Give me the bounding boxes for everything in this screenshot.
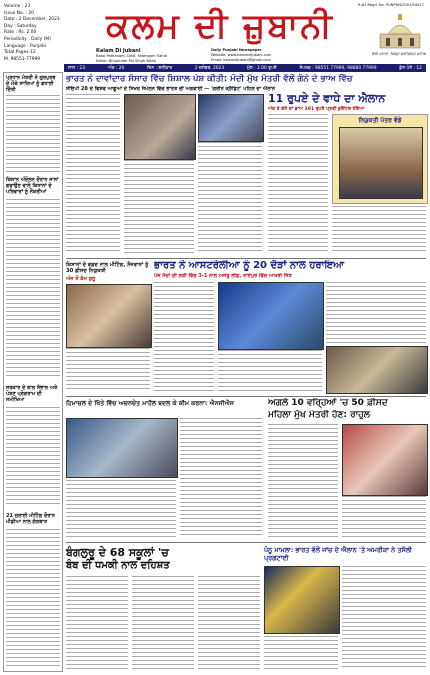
appointment-ad (332, 114, 428, 204)
story4-headline2: ਬੰਬ ਦੀ ਧਮਕੀ ਨਾਲ ਦਹਿਸ਼ਤ (66, 560, 170, 571)
day-text: Day : Saturday (4, 23, 37, 29)
lead-right-deck: ਅੰਕ ਤੇ ਗੰਨੇ ਦਾ ਭਾਅ 391 ਰੁਪਏ ਪ੍ਰਤੀ ਕੁਇੰਟਲ ਹੋਇਆ (268, 107, 365, 112)
story3-photo-rahul (342, 424, 428, 496)
strip-year: ਸਾਲ : 23 (68, 66, 86, 71)
strip-day: ਦਿਨ : ਸ਼ਨੀਵਾਰ (147, 66, 173, 71)
issue-info-box (4, 4, 66, 66)
issue-text: Issue No. : 20 (4, 10, 34, 16)
story3-photo-crowd (66, 418, 178, 478)
info-strip (64, 64, 426, 72)
masthead-address: Bassi Pathanam, Distt. Fatehgarh Sahib (96, 54, 167, 58)
story2-photo-right (326, 346, 428, 394)
masthead-title: ਕਲਮ ਦੀ ਜ਼ੁਬਾਨੀ (106, 6, 334, 46)
story4-right-text-b (264, 636, 338, 670)
lead-right-text (268, 114, 328, 254)
story3-text-b (66, 480, 176, 538)
masthead-subtitle: Kalam Di Jubani (96, 48, 141, 54)
lead-text-col2 (124, 160, 194, 254)
story2-text-a (154, 282, 214, 392)
masthead-right-note: ਬੱਸੀ ਪਠਾਣਾਂ, ਜ਼ਿਲ੍ਹਾ ਫਤਹਿਗੜ੍ਹ ਸਾਹਿਬ (372, 52, 426, 56)
masthead-website: Website: www.kalamdijubani.com (211, 53, 272, 57)
strip-price: ਮੁੱਲ : 2.00 ਰੁਪਏ (246, 66, 277, 71)
story3-right-text (268, 424, 338, 538)
story2-text-b (218, 350, 322, 392)
masthead-paper-type: Daily Punjabi Newspaper (211, 48, 262, 52)
section-divider-3 (66, 542, 426, 543)
left-item3-heading: ਸਰਕਾਰ ਦੇ ਬਾਲ ਸੰਭਾਲ ਅਤੇ ਪੋਸ਼ਣ ਪ੍ਰੋਗਰਾਮ ਦੀ ਸਮੀਖਿਆ (6, 385, 58, 403)
story2-side-deck: ਅੱਜ ਤੋਂ ਕੰਮ ਸ਼ੁਰੂ (66, 276, 96, 282)
appointment-text (332, 206, 426, 254)
story4-right-headline: ਪੰਨੂ ਮਾਮਲਾ: ਭਾਰਤ ਵੱਲੋਂ ਜਾਂਚ ਦੇ ਐਲਾਨ 'ਤੇ ਅਮਰੀਕਾ ਨੇ ਤਸੱਲੀ ਪ੍ਰਗਟਾਈ (264, 546, 412, 562)
story2-deck: ਪੰਜ ਮੈਚਾਂ ਦੀ ਲੜੀ ਵਿੱਚ 3-1 ਨਾਲ ਅਜੇਤੂ ਲੀਡ, ਰਾਏਪੁਰ ਵਿੱਚ ਆਖਰੀ ਜਿੱਤ (154, 273, 292, 279)
lead-deck: ਸੀਓਪੀ 28 ਦੇ ਵਿਸ਼ਵ ਆਗੂਆਂ ਦੇ ਸਿਖਰ ਸੰਮੇਲਨ ਵਿੱਚ ਭਾਰਤ ਦੀ ਅਗਵਾਈ — 'ਗਰੀਨ ਕ੍ਰੈਡਿਟ' ਪਹਿਲ ਦਾ ਐਲਾਨ (66, 86, 276, 92)
periodicity-text: Periodicity : Daily (M) (4, 36, 51, 42)
gurdwara-emblem (378, 12, 422, 50)
appointment-ad-title: ਨਿਯੁਕਤੀ ਪੱਤਰ ਵੰਡੇ (358, 117, 402, 124)
strip-pages: ਕੁੱਲ ਪੰਨੇ : 12 (399, 66, 422, 71)
strip-contact: ਸੰਪਰਕ : 98551 77999, 98880 77999 (299, 66, 377, 71)
lead-photo-summit (198, 94, 264, 142)
left-column (3, 72, 63, 672)
left-item2-heading: ਕਿਸਾਨ ਅੰਦੋਲਨ ਦੌਰਾਨ ਜਾਨਾਂ ਗਵਾਉਣ ਵਾਲੇ ਕਿਸਾਨਾਂ ਦੇ ਪਰਿਵਾਰਾਂ ਨੂੰ ਨੌਕਰੀਆਂ (6, 177, 59, 195)
left-item1-heading: ਪ੍ਰਧਾਨ ਮੰਤਰੀ ਨੇ ਗੁਰਪੁਰਬ ਦੇ ਮੌਕੇ ਸਾਰਿਆਂ ਨੂੰ ਵਧਾਈ ਦਿੱਤੀ (6, 75, 56, 93)
story2-headline: ਭਾਰਤ ਨੇ ਆਸਟਰੇਲੀਆ ਨੂੰ 20 ਦੌੜਾਂ ਨਾਲ ਹਰਾਇਆ (154, 260, 345, 271)
language-text: Language : Punjabi (4, 43, 46, 49)
story4-text-c (198, 576, 260, 670)
strip-date: 2 ਦਸੰਬਰ, 2023 (194, 66, 225, 71)
strip-issue: ਅੰਕ : 20 (107, 66, 125, 71)
left-item1-text (6, 95, 60, 173)
story4-photo-pannun (264, 566, 340, 634)
left-item3-text (6, 407, 60, 507)
story4-text-a (66, 576, 128, 670)
section-divider-2 (66, 396, 426, 397)
story4-right-text-a (342, 566, 426, 670)
rate-text: Rate : Rs. 2.00 (4, 30, 37, 36)
left-item4-text (6, 529, 60, 667)
masthead-email: Email: kalamdijubani@gmail.com (211, 58, 271, 62)
story3-headline: ਹਿਮਾਚਲ ਦੇ ਖਿੱਤੇ ਵਿੱਚ ਅਚਨਚੇਤ ਮਾਹੌਲ ਬਦਲ ਕੇ ਕੀਮ ਕਰਨਾ: ਐਨਜੀਐਸ (66, 400, 235, 407)
volume-text: Volume : 23 (4, 4, 31, 9)
story3-right-text-b (342, 496, 426, 538)
pages-text: Total Pages-12 (4, 50, 36, 56)
lead-text-col3 (198, 142, 262, 254)
story3-right-headline: ਅਗਲੇ 10 ਵਰ੍ਹਿਆਂ 'ਚ 50 ਫ਼ੀਸਦ (268, 398, 388, 408)
story2-text-c (326, 282, 426, 344)
lead-text-col1 (66, 94, 120, 254)
left-item2-text (6, 199, 60, 379)
lead-headline: ਭਾਰਤ ਨੇ ਦਾਵਾਂਦਾਰ ਸੰਸਾਰ ਵਿੱਚ ਸ਼ਿਸ਼ਾਲ ਪੇਸ਼ ਕੀਤੀ: ਮੋਦੀ ਮੁੱਖ ਮੰਤਰੀ ਵੱਲੋਂ ਗੰਨੇ ਦੇ ਭਾਅ ਵਿੱਚ (66, 74, 353, 84)
lead-right-headline: 11 ਰੁਪਏ ਦੇ ਵਾਧੇ ਦਾ ਐਲਾਨ (268, 92, 386, 105)
lead-photo-modi (124, 94, 196, 160)
date-text: Date : 2 December, 2023 (4, 17, 60, 23)
rni-number: R.N.I Regd. No. PUNPUN/2001/04517 (357, 3, 424, 7)
story3-text-a (180, 418, 262, 538)
left-item4-heading: 21 ਜੁਲਾਈ ਮੀਟਿੰਗ ਦੌਰਾਨ ਮੀਡੀਆ ਨਾਲ ਗੱਲਬਾਤ (6, 513, 55, 525)
story2-photo-cricket (218, 282, 324, 350)
appointment-ad-photo (339, 127, 423, 199)
story2-side-text (66, 348, 150, 392)
section-divider-1 (66, 258, 426, 259)
story3-right-deck: ਮਹਿਲਾ ਮੁੱਖ ਮੰਤਰੀ ਹੋਣ: ਰਾਹੁਲ (268, 410, 370, 420)
story2-photo-meeting (66, 284, 152, 348)
story4-headline: ਬੰਗਲੁਰੂ ਦੇ 68 ਸਕੂਲਾਂ 'ਚ (66, 546, 169, 559)
story4-text-b (132, 576, 194, 670)
masthead-editor: Editor: Bhupinder Pal Singh Walia (96, 59, 156, 63)
story2-side-headline: ਕਿਸਾਨਾਂ ਦੇ ਵਫ਼ਦ ਨਾਲ ਮੀਟਿੰਗ, ਨੌਜਵਾਨਾਂ ਨੂੰ 30 ਫ਼ੀਸਦ ਨਿਯੁਕਤੀ (66, 262, 149, 275)
mobile-text: M. 98551-77999 (4, 56, 41, 62)
